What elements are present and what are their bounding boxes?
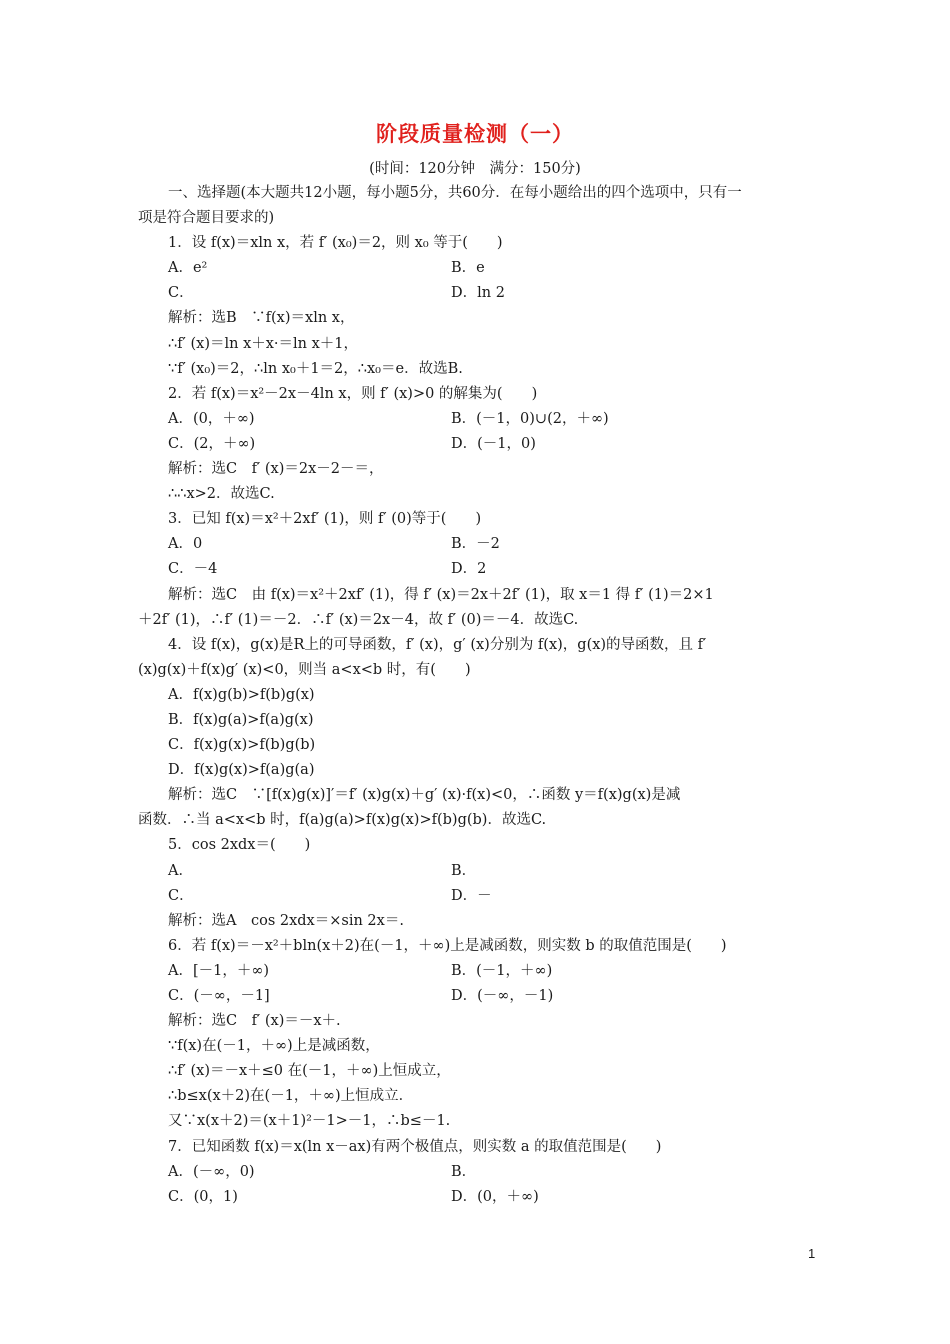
option-row [138, 432, 818, 457]
option: C．(2，＋∞) [168, 435, 256, 452]
option: C． [168, 285, 194, 302]
option: D．2 [451, 561, 487, 578]
option: C．f(x)g(x)>f(b)g(b) [168, 737, 316, 754]
analysis-line: 函数．∴当 a<x<b 时，f(a)g(a)>f(x)g(x)>f(b)g(b)．故选C. [138, 812, 547, 829]
option: B． [451, 1163, 477, 1180]
option: A．f(x)g(b)>f(b)g(x) [168, 686, 315, 703]
option: A．(0，＋∞) [168, 410, 255, 427]
option: B． [451, 862, 477, 879]
option-row [138, 959, 818, 984]
option-row [138, 557, 818, 582]
option: B．(－1，0)∪(2，＋∞) [451, 410, 609, 427]
question-stem: 1．设 f(x)＝xln x，若 f′ (x₀)＝2，则 x₀ 等于( ) [168, 235, 503, 252]
exam-time-score: (时间：120分钟 满分：150分) [369, 161, 581, 177]
option: D．(－1，0) [451, 435, 536, 452]
analysis-line: 解析：选C f′ (x)＝－x＋. [168, 1013, 341, 1030]
analysis-line: 解析：选C ∵[f(x)g(x)]′＝f′ (x)g(x)＋g′ (x)·f(x)<0，∴函数 y＝f(x)g(x)是减 [168, 787, 681, 804]
content-body [138, 181, 818, 1210]
option: C．－4 [168, 561, 218, 578]
analysis-line: 解析：选B ∵f(x)＝xln x， [168, 310, 355, 327]
option-row [138, 859, 818, 884]
option: A．[－1，＋∞) [168, 962, 270, 979]
question-stem: 2．若 f(x)＝x²－2x－4ln x，则 f′ (x)>0 的解集为( ) [168, 385, 538, 402]
option-row [138, 1160, 818, 1185]
question-stem: 4．设 f(x)，g(x)是R上的可导函数，f′ (x)，g′ (x)分别为 f(x)，g(x)的导函数，且 f′ [168, 636, 707, 653]
analysis-line: ＋2f′ (1)，∴f′ (1)＝－2．∴f′ (x)＝2x－4，故 f′ (0)＝－4．故选C. [138, 611, 579, 628]
option: B．e [451, 260, 485, 277]
section-intro: 一、选择题(本大题共12小题，每小题5分，共60分．在每小题给出的四个选项中，只有一 [168, 185, 742, 201]
page-number: 1 [808, 1246, 816, 1261]
analysis-line: ∵f′ (x₀)＝2，∴ln x₀＋1＝2，∴x₀＝e．故选B. [168, 360, 463, 377]
option: C．(0，1) [168, 1188, 238, 1205]
option: B．(－1，＋∞) [451, 962, 553, 979]
analysis-line: 解析：选C 由 f(x)＝x²＋2xf′ (1)，得 f′ (x)＝2x＋2f′ (1)，取 x＝1 得 f′ (1)＝2×1 [168, 586, 714, 603]
analysis-line: 又∵x(x＋2)＝(x＋1)²－1>－1，∴b≤－1. [168, 1113, 451, 1130]
option-row [138, 281, 818, 306]
page-title: 阶段质量检测（一） [376, 121, 574, 146]
question-stem: 5．cos 2xdx＝( ) [168, 837, 311, 854]
analysis-line: ∵f(x)在(－1，＋∞)上是减函数， [168, 1038, 380, 1055]
option-row [138, 256, 818, 281]
option: A． [168, 862, 193, 879]
question-stem: (x)g(x)＋f(x)g′ (x)<0，则当 a<x<b 时，有( ) [138, 661, 471, 678]
option: A．(－∞，0) [168, 1163, 255, 1180]
analysis-line: 解析：选C f′ (x)＝2x－2－＝， [168, 461, 384, 478]
option: B．f(x)g(a)>f(a)g(x) [168, 711, 314, 728]
analysis-line: ∴f′ (x)＝－x＋≤0 在(－1，＋∞)上恒成立， [168, 1063, 451, 1080]
question-stem: 3．已知 f(x)＝x²＋2xf′ (1)，则 f′ (0)等于( ) [168, 511, 482, 528]
analysis-line: 解析：选A cos 2xdx＝×sin 2x＝. [168, 912, 404, 929]
option: C． [168, 887, 194, 904]
question-stem: 7．已知函数 f(x)＝x(ln x－ax)有两个极值点，则实数 a 的取值范围是( ) [168, 1138, 662, 1155]
option: B．－2 [451, 536, 500, 553]
option: A．0 [168, 536, 203, 553]
question-stem: 6．若 f(x)＝－x²＋bln(x＋2)在(－1，＋∞)上是减函数，则实数 b 的取值范围是( ) [168, 937, 727, 954]
option: D．ln 2 [451, 285, 505, 302]
section-intro: 项是符合题目要求的) [138, 210, 275, 227]
option: A．e² [168, 260, 208, 277]
analysis-line: ∴∴x>2．故选C. [168, 486, 275, 503]
option-row [138, 984, 818, 1009]
option: D．(0，＋∞) [451, 1188, 539, 1205]
option: D．－ [451, 887, 492, 904]
analysis-line: ∴b≤x(x＋2)在(－1，＋∞)上恒成立． [168, 1088, 414, 1105]
option-row [138, 407, 818, 432]
option-row [138, 884, 818, 909]
option: D．f(x)g(x)>f(a)g(a) [168, 762, 315, 779]
option: D．(－∞，－1) [451, 988, 554, 1004]
option-row [138, 532, 818, 557]
option-row [138, 1185, 818, 1210]
analysis-line: ∴f′ (x)＝ln x＋x·＝ln x＋1， [168, 335, 359, 352]
option: C．(－∞，－1] [168, 988, 270, 1004]
